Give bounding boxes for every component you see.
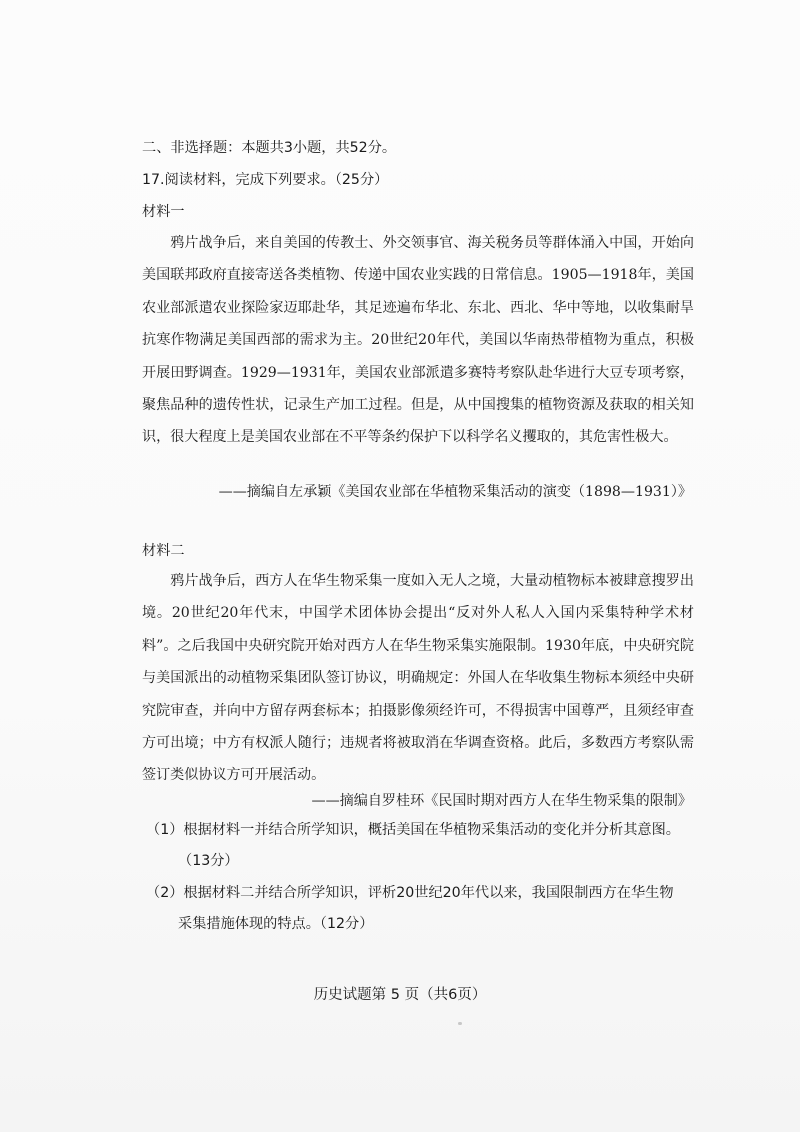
subquestion-2-text: 根据材料二并结合所学知识，评析20世纪20年代以来，我国限制西方在华生物 (183, 885, 674, 901)
material-2-text: 鸦片战争后，西方人在华生物采集一度如入无人之境，大量动植物标本被肆意搜罗出境。20世纪20年代末，中国学术团体协会提出“反对外人私人入国内采集特种学术材料”。之后我国中央研究院开始对西方人在华生物采集实施限制。1930年底，中央研究院与美国派出的动植物采集团队签订协议，明确规定：外国人在华收集生物标本须经中央研究院审查，并向中方留存两套标本；拍摄影像须经许可，不得损害中国尊严，且须经审查方可出境；中方有权派人随行；违规者将被取消在华调查资格。此后，多数西方考察队需签订类似协议方可开展活动。 (142, 573, 694, 784)
material-1-source: ——摘编自左承颖《美国农业部在华植物采集活动的演变（1898—1931）》 (218, 484, 692, 500)
material-1-text: 鸦片战争后，来自美国的传教士、外交领事官、海关税务员等群体涌入中国，开始向美国联邦政府直接寄送各类植物、传递中国农业实践的日常信息。1905—1918年，美国农业部派遣农业探险家迈耶赴华，其足迹遍布华北、东北、西北、华中等地，以收集耐旱抗寒作物满足美国西部的需求为主。20世纪20年代，美国以华南热带植物为重点，积极开展田野调查。1929—1931年，美国农业部派遣多赛特考察队赴华进行大豆专项考察，聚焦品种的遗传性状，记录生产加工过程。但是，从中国搜集的植物资源及获取的相关知识，很大程度上是美国农业部在不平等条约保护下以科学名义攫取的，其危害性极大。 (142, 235, 694, 446)
subquestion-1 (146, 815, 706, 877)
subquestion-2 (146, 878, 706, 940)
material-1-label: 材料一 (142, 204, 185, 220)
subquestion-2-continuation: 采集措施体现的特点。（12分） (178, 916, 374, 932)
material-2-label: 材料二 (142, 543, 185, 559)
subquestion-1-text: 根据材料一并结合所学知识，概括美国在华植物采集活动的变化并分析其意图。 (183, 822, 680, 838)
question-title: 17.阅读材料，完成下列要求。（25分） (142, 172, 389, 188)
section-header: 二、非选择题：本题共3小题，共52分。 (142, 140, 397, 156)
page-footer: 历史试题第 5 页（共6页） (313, 987, 487, 1003)
material-2-source: ——摘编自罗桂环《民国时期对西方人在华生物采集的限制》 (311, 793, 692, 809)
scan-speck (458, 1022, 462, 1025)
subquestion-1-points: （13分） (178, 853, 239, 869)
subquestion-1-number: （1） (146, 822, 184, 838)
subquestion-2-number: （2） (146, 885, 184, 901)
